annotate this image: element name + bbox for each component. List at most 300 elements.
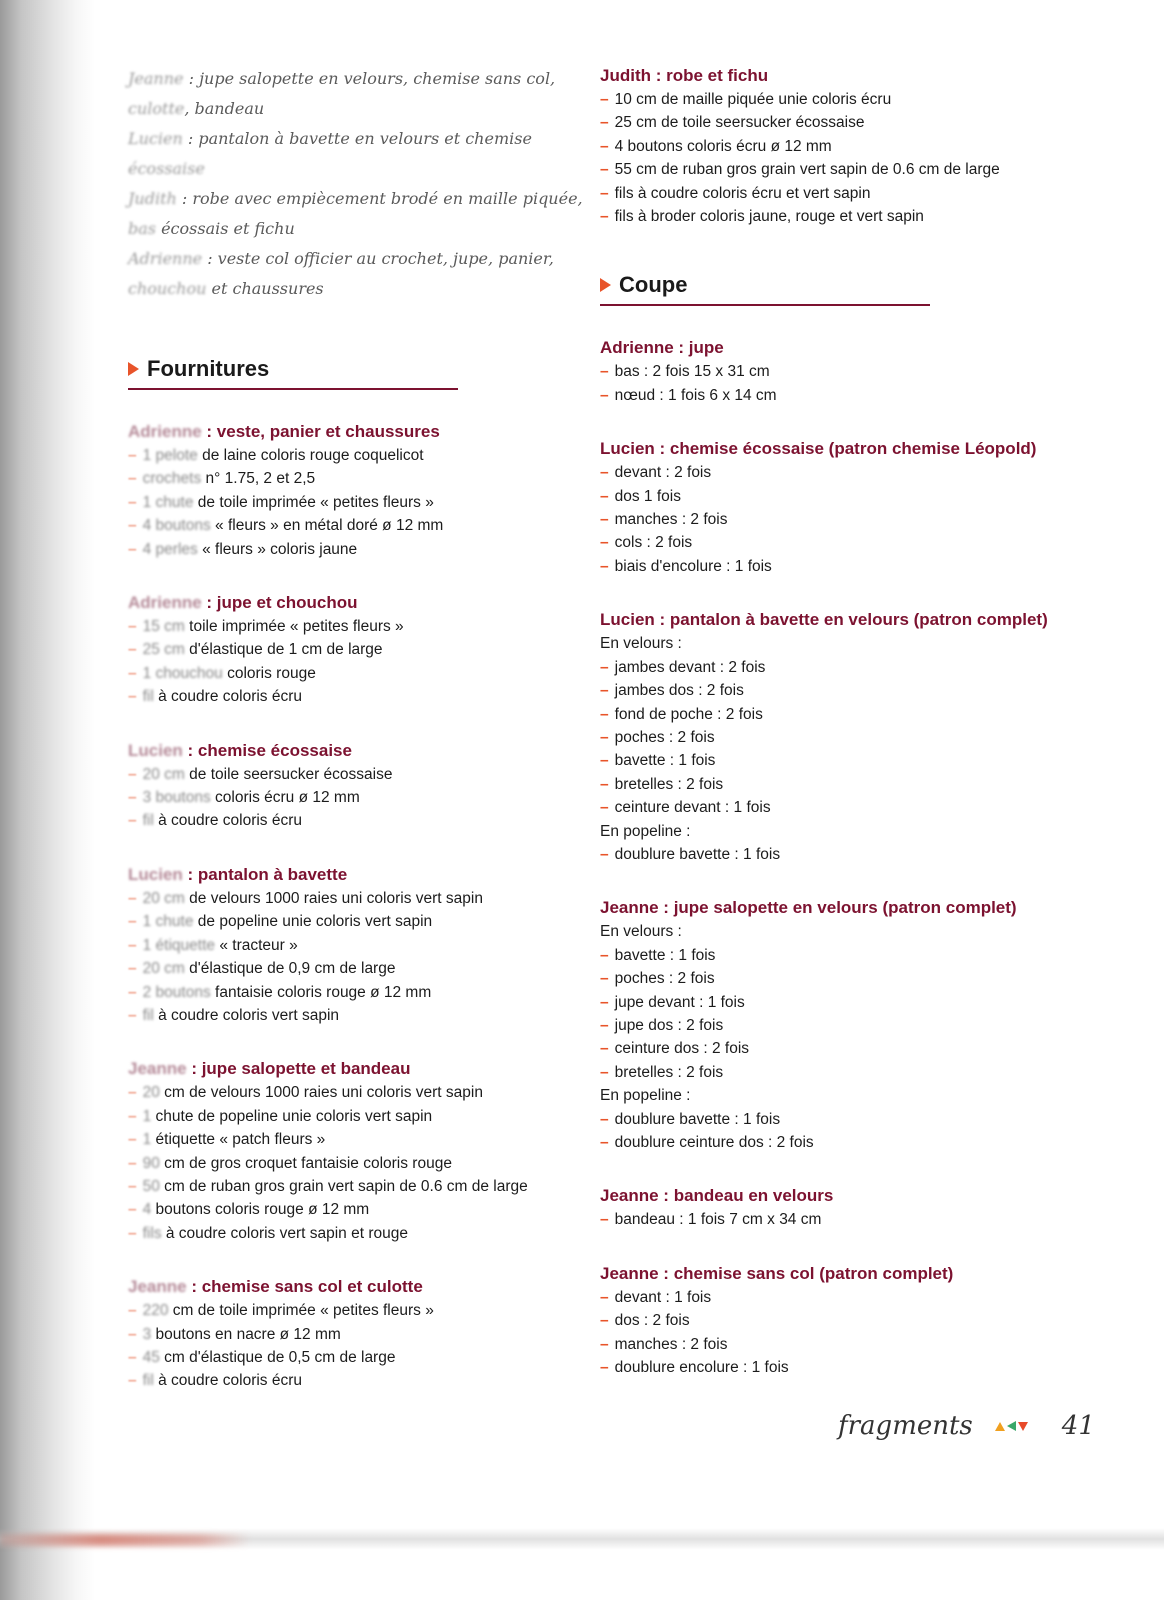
list-item xyxy=(128,514,558,537)
dash-bullet: – xyxy=(600,487,609,505)
coupe-list xyxy=(600,336,1060,1379)
item-text: à coudre coloris écru xyxy=(153,812,303,830)
item-quantity: 20 cm xyxy=(142,960,185,978)
item-quantity: 1 chouchou xyxy=(142,664,223,682)
section-subject: : jupe salopette et bandeau xyxy=(186,1059,411,1079)
list-item xyxy=(128,444,558,467)
item-text: à coudre coloris écru xyxy=(153,1372,303,1390)
list-item xyxy=(128,786,558,809)
list-item xyxy=(600,485,1060,508)
section-title: Lucien : chemise écossaise (patron chemise Léopold) xyxy=(600,439,1037,459)
item-text: doublure ceinture dos : 2 fois xyxy=(614,1134,814,1151)
section-subject: : jupe et chouchou xyxy=(201,593,358,613)
item-quantity: 45 xyxy=(142,1348,160,1366)
item-text: étiquette « patch fleurs » xyxy=(151,1131,326,1149)
dash-bullet: – xyxy=(600,1335,609,1353)
dash-bullet: – xyxy=(128,889,137,907)
item-quantity: 1 étiquette xyxy=(142,936,216,954)
item-text: ceinture dos : 2 fois xyxy=(614,1040,750,1058)
item-text: d'élastique de 0,9 cm de large xyxy=(184,960,396,978)
fournitures-section xyxy=(128,1057,558,1245)
dash-bullet: – xyxy=(600,208,609,226)
judith-section xyxy=(600,64,1060,228)
left-column xyxy=(128,64,583,1393)
dash-bullet: – xyxy=(600,775,609,793)
fournitures-list xyxy=(128,420,558,1393)
item-text: boutons coloris rouge ø 12 mm xyxy=(151,1201,370,1219)
coupe-section xyxy=(600,1262,1060,1380)
list-item xyxy=(600,773,1060,796)
item-quantity: fil xyxy=(142,688,154,706)
item-quantity: 1 pelote xyxy=(142,447,198,464)
coupe-section xyxy=(600,1184,1060,1231)
intro-line xyxy=(128,214,558,244)
dash-bullet: – xyxy=(128,493,137,511)
dash-bullet: – xyxy=(128,913,137,931)
dash-bullet: – xyxy=(128,1348,137,1366)
list-item xyxy=(600,135,1060,158)
section-title xyxy=(128,1275,558,1299)
dash-bullet: – xyxy=(600,946,609,964)
dash-bullet: – xyxy=(128,447,137,464)
item-text: fils à coudre coloris écru et vert sapin xyxy=(614,184,871,202)
list-item xyxy=(128,1222,558,1245)
section-subject: : chemise écossaise xyxy=(182,740,352,760)
item-text: coloris rouge xyxy=(222,664,316,682)
list-item xyxy=(600,843,1060,866)
dash-bullet: – xyxy=(600,363,609,381)
list-item xyxy=(128,934,558,957)
right-column xyxy=(600,64,1060,1379)
list-item xyxy=(128,638,558,661)
item-text: à coudre coloris écru xyxy=(153,688,303,706)
item-text: cm de gros croquet fantaisie coloris rouge xyxy=(159,1154,452,1172)
intro-name: Adrienne xyxy=(128,249,203,268)
list-item xyxy=(600,531,1060,554)
coupe-section xyxy=(600,608,1060,866)
item-quantity: 15 cm xyxy=(142,618,185,636)
item-text: chute de popeline unie coloris vert sapin xyxy=(151,1107,433,1125)
item-text: 25 cm de toile seersucker écossaise xyxy=(614,114,865,132)
dash-bullet: – xyxy=(128,1107,137,1125)
item-text: poches : 2 fois xyxy=(614,728,715,746)
dash-bullet: – xyxy=(128,936,137,954)
list-item xyxy=(600,508,1060,531)
sub-label: En popeline : xyxy=(600,1087,691,1105)
section-name: Lucien xyxy=(128,864,183,884)
dash-bullet: – xyxy=(600,970,609,988)
dash-bullet: – xyxy=(128,1006,137,1024)
dash-bullet: – xyxy=(600,705,609,723)
section-title: Jeanne : bandeau en velours xyxy=(600,1186,834,1206)
item-quantity: 2 boutons xyxy=(142,983,211,1001)
intro-line xyxy=(128,124,558,154)
item-text: fils à broder coloris jaune, rouge et vert sapin xyxy=(614,208,924,226)
item-text: fond de poche : 2 fois xyxy=(614,705,763,723)
item-quantity: crochets xyxy=(142,470,202,488)
intro-text: : robe avec empiècement brodé en maille piquée, xyxy=(176,189,583,208)
section-name: Adrienne xyxy=(128,422,202,441)
item-text: fantaisie coloris rouge ø 12 mm xyxy=(210,983,432,1001)
item-text: n° 1.75, 2 et 2,5 xyxy=(201,470,316,488)
dash-bullet: – xyxy=(128,812,137,830)
intro-name: écossaise xyxy=(128,159,205,178)
item-text: de popeline unie coloris vert sapin xyxy=(193,913,433,931)
list-item xyxy=(600,205,1060,228)
section-name: Adrienne xyxy=(128,593,202,613)
item-quantity: 4 xyxy=(142,1201,152,1219)
list-item xyxy=(600,656,1060,679)
item-quantity: 50 xyxy=(142,1177,160,1195)
dash-bullet: – xyxy=(128,641,137,659)
list-item xyxy=(600,679,1060,702)
list-item xyxy=(128,1323,558,1346)
item-text: poches : 2 fois xyxy=(614,970,715,988)
intro-text: : pantalon à bavette en velours et chemise xyxy=(182,129,532,148)
list-item xyxy=(600,1037,1060,1060)
fournitures-heading xyxy=(128,356,458,390)
item-quantity: fil xyxy=(142,812,154,830)
list-item xyxy=(128,763,558,786)
sub-label: En popeline : xyxy=(600,822,691,840)
list-item xyxy=(600,1131,1060,1154)
item-text: à coudre coloris vert sapin xyxy=(153,1006,340,1024)
dash-bullet: – xyxy=(128,983,137,1001)
intro-line xyxy=(128,64,558,94)
list-item xyxy=(128,957,558,980)
dash-bullet: – xyxy=(600,682,609,700)
item-text: « fleurs » en métal doré ø 12 mm xyxy=(210,517,444,535)
intro-text: : veste col officier au crochet, jupe, panier, xyxy=(202,249,554,268)
item-text: d'élastique de 1 cm de large xyxy=(184,641,383,659)
intro-name: Lucien xyxy=(128,129,183,148)
item-text: bandeau : 1 fois 7 cm x 34 cm xyxy=(614,1211,822,1229)
item-text: ceinture devant : 1 fois xyxy=(614,799,771,817)
fournitures-section xyxy=(128,420,558,561)
item-quantity: 1 chute xyxy=(142,493,194,511)
list-item xyxy=(128,1004,558,1027)
item-text: « fleurs » coloris jaune xyxy=(197,540,358,558)
dash-bullet: – xyxy=(600,184,609,202)
dash-bullet: – xyxy=(600,1134,609,1151)
list-item xyxy=(600,1309,1060,1332)
item-quantity: 1 chute xyxy=(142,913,194,931)
section-title: Judith : robe et fichu xyxy=(600,66,769,85)
item-text: coloris écru ø 12 mm xyxy=(210,789,360,807)
page-number: 41 xyxy=(1061,1411,1095,1441)
coupe-title: Coupe xyxy=(619,272,688,298)
dash-bullet: – xyxy=(128,1372,137,1390)
list-item xyxy=(600,796,1060,819)
item-quantity: fils xyxy=(142,1224,162,1242)
dash-bullet: – xyxy=(128,1154,137,1172)
item-quantity: fil xyxy=(142,1372,154,1390)
triangle-logo-icon xyxy=(995,1421,1028,1431)
item-quantity: 25 cm xyxy=(142,641,185,659)
item-text: bretelles : 2 fois xyxy=(614,1063,724,1081)
item-text: devant : 1 fois xyxy=(614,1288,712,1306)
intro-line xyxy=(128,94,558,124)
dash-bullet: – xyxy=(600,91,609,108)
item-quantity: fil xyxy=(142,1006,154,1024)
dash-bullet: – xyxy=(600,1063,609,1081)
item-text: biais d'encolure : 1 fois xyxy=(614,557,772,575)
dash-bullet: – xyxy=(600,799,609,817)
list-item xyxy=(600,360,1060,383)
item-text: devant : 2 fois xyxy=(614,464,712,482)
intro-line xyxy=(128,184,583,214)
dash-bullet: – xyxy=(600,1016,609,1034)
item-text: bavette : 1 fois xyxy=(614,752,716,770)
intro-name: chouchou xyxy=(128,279,207,298)
item-text: doublure bavette : 1 fois xyxy=(614,1110,781,1128)
list-item xyxy=(600,1014,1060,1037)
intro-name: bas xyxy=(128,219,156,238)
list-item xyxy=(600,182,1060,205)
intro-name: Judith xyxy=(128,189,177,208)
item-text: toile imprimée « petites fleurs » xyxy=(184,618,404,636)
item-text: cm d'élastique de 0,5 cm de large xyxy=(159,1348,396,1366)
section-title: Adrienne : jupe xyxy=(600,338,724,358)
intro-name: culotte xyxy=(128,99,185,118)
dash-bullet: – xyxy=(600,137,609,155)
dash-bullet: – xyxy=(600,534,609,552)
dash-bullet: – xyxy=(128,1084,137,1102)
section-name: Lucien xyxy=(128,740,183,760)
item-text: jambes devant : 2 fois xyxy=(614,658,766,676)
dash-bullet: – xyxy=(128,1325,137,1343)
section-title: Lucien : pantalon à bavette en velours (patron complet) xyxy=(600,610,1048,630)
list-item xyxy=(128,538,558,561)
dash-bullet: – xyxy=(600,1040,609,1058)
list-item xyxy=(600,967,1060,990)
dash-bullet: – xyxy=(600,161,609,179)
item-text: à coudre coloris vert sapin et rouge xyxy=(161,1224,408,1242)
item-text: de toile imprimée « petites fleurs » xyxy=(193,493,434,511)
list-item xyxy=(128,887,558,910)
dash-bullet: – xyxy=(128,765,137,783)
coupe-section xyxy=(600,336,1060,407)
dash-bullet: – xyxy=(600,1110,609,1128)
item-text: 4 boutons coloris écru ø 12 mm xyxy=(614,137,832,155)
list-item xyxy=(600,726,1060,749)
list-item xyxy=(600,1208,1060,1231)
intro-text: , bandeau xyxy=(184,99,265,118)
dash-bullet: – xyxy=(128,517,137,535)
list-item xyxy=(128,1152,558,1175)
dash-bullet: – xyxy=(600,993,609,1011)
item-text: cm de ruban gros grain vert sapin de 0.6 cm de large xyxy=(159,1177,528,1195)
list-item xyxy=(600,1333,1060,1356)
dash-bullet: – xyxy=(600,511,609,529)
dash-bullet: – xyxy=(600,464,609,482)
item-text: boutons en nacre ø 12 mm xyxy=(151,1325,341,1343)
list-item xyxy=(128,1198,558,1221)
item-text: « tracteur » xyxy=(215,936,298,954)
intro-text: et chaussures xyxy=(206,279,324,298)
list-item xyxy=(128,467,558,490)
coupe-heading xyxy=(600,272,930,306)
item-text: de velours 1000 raies uni coloris vert sapin xyxy=(184,889,483,907)
fournitures-section xyxy=(128,739,558,833)
item-quantity: 3 xyxy=(142,1325,152,1343)
fournitures-section xyxy=(128,863,558,1027)
dash-bullet: – xyxy=(128,1177,137,1195)
dash-bullet: – xyxy=(128,664,137,682)
fournitures-section xyxy=(128,1275,558,1393)
list-item xyxy=(128,615,558,638)
list-item xyxy=(600,555,1060,578)
list-item xyxy=(128,1346,558,1369)
triangle-bullet-icon xyxy=(128,362,139,376)
list-item xyxy=(600,384,1060,407)
dash-bullet: – xyxy=(128,470,137,488)
section-subject: : veste, panier et chaussures xyxy=(201,422,440,441)
section-subject: : chemise sans col et culotte xyxy=(186,1277,423,1297)
item-text: bavette : 1 fois xyxy=(614,946,716,964)
item-text: cols : 2 fois xyxy=(614,534,693,552)
item-quantity: 3 boutons xyxy=(142,789,211,807)
dash-bullet: – xyxy=(600,1312,609,1330)
item-text: 10 cm de maille piquée unie coloris écru xyxy=(614,91,892,108)
dash-bullet: – xyxy=(600,114,609,132)
item-text: dos : 2 fois xyxy=(614,1312,690,1330)
item-text: de laine coloris rouge coquelicot xyxy=(197,447,424,464)
item-quantity: 20 xyxy=(142,1084,160,1102)
sub-label: En velours : xyxy=(600,923,682,941)
list-item xyxy=(128,1299,558,1322)
item-quantity: 4 perles xyxy=(142,540,198,558)
dash-bullet: – xyxy=(128,789,137,807)
list-item xyxy=(128,1369,558,1392)
section-name: Jeanne xyxy=(128,1277,187,1297)
list-item xyxy=(128,981,558,1004)
list-item xyxy=(600,991,1060,1014)
list-item xyxy=(128,910,558,933)
book-binding-shadow xyxy=(0,0,95,1600)
item-text: cm de toile imprimée « petites fleurs » xyxy=(168,1302,434,1320)
item-text: doublure encolure : 1 fois xyxy=(614,1359,789,1377)
coupe-section xyxy=(600,896,1060,1154)
dash-bullet: – xyxy=(600,658,609,676)
item-text: 55 cm de ruban gros grain vert sapin de 0.6 cm de large xyxy=(614,161,1000,179)
intro-text: écossais et fichu xyxy=(156,219,295,238)
section-name: Jeanne xyxy=(128,1059,187,1079)
intro-line xyxy=(128,274,558,304)
list-item xyxy=(128,1128,558,1151)
page-bottom-red-mark xyxy=(0,1534,250,1546)
intro-line xyxy=(128,154,558,184)
intro-text xyxy=(128,64,583,304)
dash-bullet: – xyxy=(128,688,137,706)
item-text: cm de velours 1000 raies uni coloris vert sapin xyxy=(159,1084,483,1102)
fournitures-section xyxy=(128,591,558,709)
section-title: Jeanne : chemise sans col (patron complet) xyxy=(600,1263,954,1283)
item-text: nœud : 1 fois 6 x 14 cm xyxy=(614,386,777,404)
item-text: bretelles : 2 fois xyxy=(614,775,724,793)
dash-bullet: – xyxy=(128,1201,137,1219)
fournitures-title: Fournitures xyxy=(147,356,270,381)
item-text: dos 1 fois xyxy=(614,487,681,505)
item-text: de toile seersucker écossaise xyxy=(184,765,393,783)
item-text: jupe dos : 2 fois xyxy=(614,1016,724,1034)
section-title xyxy=(128,1057,558,1081)
section-title xyxy=(128,739,558,763)
dash-bullet: – xyxy=(128,1302,137,1320)
intro-text: : jupe salopette en velours, chemise sans col, xyxy=(183,69,556,88)
list-item xyxy=(128,1105,558,1128)
list-item xyxy=(128,662,558,685)
dash-bullet: – xyxy=(600,845,609,863)
list-item xyxy=(600,461,1060,484)
dash-bullet: – xyxy=(600,386,609,404)
item-quantity: 90 xyxy=(142,1154,160,1172)
list-item xyxy=(600,88,1060,111)
dash-bullet: – xyxy=(600,752,609,770)
dash-bullet: – xyxy=(128,1131,137,1149)
list-item xyxy=(128,685,558,708)
item-quantity: 20 cm xyxy=(142,765,185,783)
list-item xyxy=(600,1356,1060,1379)
dash-bullet: – xyxy=(600,728,609,746)
list-item xyxy=(128,1175,558,1198)
list-item xyxy=(128,491,558,514)
list-item xyxy=(600,944,1060,967)
item-quantity: 1 xyxy=(142,1131,152,1149)
dash-bullet: – xyxy=(128,540,137,558)
list-item xyxy=(600,703,1060,726)
section-title: Jeanne : jupe salopette en velours (patron complet) xyxy=(600,898,1017,918)
sub-label: En velours : xyxy=(600,635,682,653)
item-quantity: 4 boutons xyxy=(142,517,211,535)
item-text: bas : 2 fois 15 x 31 cm xyxy=(614,363,770,381)
section-title xyxy=(128,420,558,444)
section-title xyxy=(128,863,558,887)
section-subject: : pantalon à bavette xyxy=(182,864,348,884)
intro-name: Jeanne xyxy=(128,69,184,88)
dash-bullet: – xyxy=(128,618,137,636)
item-text: manches : 2 fois xyxy=(614,1335,728,1353)
triangle-bullet-icon xyxy=(600,278,611,292)
item-text: jambes dos : 2 fois xyxy=(614,682,744,700)
dash-bullet: – xyxy=(600,1359,609,1377)
list-item xyxy=(600,749,1060,772)
item-text: manches : 2 fois xyxy=(614,511,728,529)
intro-line xyxy=(128,244,558,274)
magazine-brand: fragments xyxy=(838,1411,973,1441)
list-item xyxy=(128,1081,558,1104)
list-item xyxy=(600,1286,1060,1309)
dash-bullet: – xyxy=(128,960,137,978)
item-text: doublure bavette : 1 fois xyxy=(614,845,781,863)
item-quantity: 220 xyxy=(142,1302,169,1320)
item-text: jupe devant : 1 fois xyxy=(614,993,745,1011)
dash-bullet: – xyxy=(128,1224,137,1242)
dash-bullet: – xyxy=(600,557,609,575)
section-title xyxy=(128,591,558,615)
item-quantity: 20 cm xyxy=(142,889,185,907)
coupe-section xyxy=(600,437,1060,578)
page-footer xyxy=(838,1404,1095,1448)
list-item xyxy=(600,1061,1060,1084)
list-item xyxy=(600,1108,1060,1131)
list-item xyxy=(128,809,558,832)
dash-bullet: – xyxy=(600,1288,609,1306)
list-item xyxy=(600,111,1060,134)
dash-bullet: – xyxy=(600,1211,609,1229)
list-item xyxy=(600,158,1060,181)
item-quantity: 1 xyxy=(142,1107,152,1125)
